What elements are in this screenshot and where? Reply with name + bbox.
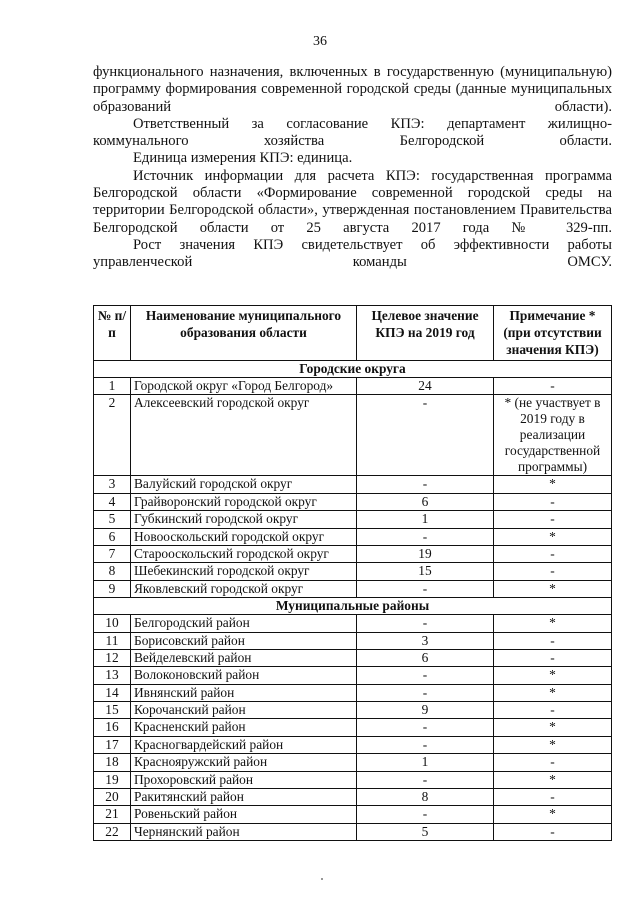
row-number: 4 bbox=[94, 493, 131, 510]
row-name: Красненский район bbox=[131, 719, 357, 736]
row-value: 6 bbox=[357, 649, 494, 666]
section-title-rayony: Муниципальные районы bbox=[94, 598, 612, 615]
row-note: - bbox=[494, 649, 612, 666]
row-value: - bbox=[357, 667, 494, 684]
row-note: - bbox=[494, 823, 612, 840]
table-row bbox=[94, 580, 612, 597]
header-num: № п/п bbox=[94, 306, 131, 361]
row-number: 3 bbox=[94, 476, 131, 493]
row-value: 3 bbox=[357, 632, 494, 649]
section-row-okruga bbox=[94, 361, 612, 378]
table-row bbox=[94, 649, 612, 666]
row-value: - bbox=[357, 476, 494, 493]
row-value: - bbox=[357, 395, 494, 476]
paragraph-growth: Рост значения КПЭ свидетельствует об эффективности работы управленческой команды ОМСУ. bbox=[93, 236, 612, 271]
table-row bbox=[94, 545, 612, 562]
table-row bbox=[94, 684, 612, 701]
row-name: Старооскольский городской округ bbox=[131, 545, 357, 562]
table-row bbox=[94, 789, 612, 806]
table-row bbox=[94, 615, 612, 632]
row-number: 17 bbox=[94, 736, 131, 753]
table-row bbox=[94, 736, 612, 753]
table-row bbox=[94, 476, 612, 493]
row-number: 2 bbox=[94, 395, 131, 476]
row-number: 9 bbox=[94, 580, 131, 597]
row-value: 19 bbox=[357, 545, 494, 562]
row-number: 16 bbox=[94, 719, 131, 736]
header-note: Примечание * (при отсутствии значения КПЭ) bbox=[494, 306, 612, 361]
paragraph-responsible: Ответственный за согласование КПЭ: департамент жилищно-коммунального хозяйства Белгородской области. bbox=[93, 115, 612, 150]
row-note: - bbox=[494, 754, 612, 771]
row-value: 5 bbox=[357, 823, 494, 840]
paragraph-continuation: функционального назначения, включенных в государственную (муниципальную) программу формирования современной городской среды (данные муниципальных образований области). bbox=[93, 64, 612, 115]
paragraph-source: Источник информации для расчета КПЭ: государственная программа Белгородской области «Формирование современной городской среды на территории Белгородской области», утвержденная постановлением Правительства Белгородской области от 25 августа 2017 года № 329-пп. bbox=[93, 167, 612, 236]
row-number: 22 bbox=[94, 823, 131, 840]
row-number: 1 bbox=[94, 378, 131, 395]
row-name: Ракитянский район bbox=[131, 789, 357, 806]
row-note: - bbox=[494, 789, 612, 806]
row-number: 14 bbox=[94, 684, 131, 701]
row-name: Алексеевский городской округ bbox=[131, 395, 357, 476]
page-number: 36 bbox=[313, 34, 327, 49]
row-note: * bbox=[494, 684, 612, 701]
row-number: 8 bbox=[94, 563, 131, 580]
row-number: 21 bbox=[94, 806, 131, 823]
row-name: Шебекинский городской округ bbox=[131, 563, 357, 580]
row-name: Городской округ «Город Белгород» bbox=[131, 378, 357, 395]
row-name: Валуйский городской округ bbox=[131, 476, 357, 493]
row-number: 5 bbox=[94, 511, 131, 528]
kpe-table bbox=[93, 305, 612, 841]
row-value: - bbox=[357, 736, 494, 753]
row-note: - bbox=[494, 378, 612, 395]
row-name: Грайворонский городской округ bbox=[131, 493, 357, 510]
row-value: - bbox=[357, 771, 494, 788]
row-note: - bbox=[494, 493, 612, 510]
table-row bbox=[94, 511, 612, 528]
row-value: 8 bbox=[357, 789, 494, 806]
row-note: * bbox=[494, 736, 612, 753]
table-row bbox=[94, 823, 612, 840]
row-value: - bbox=[357, 684, 494, 701]
section-row-rayony bbox=[94, 598, 612, 615]
row-number: 10 bbox=[94, 615, 131, 632]
row-value: 15 bbox=[357, 563, 494, 580]
row-number: 6 bbox=[94, 528, 131, 545]
row-note: * bbox=[494, 771, 612, 788]
table-header-row bbox=[94, 306, 612, 361]
table-row bbox=[94, 493, 612, 510]
row-note: * bbox=[494, 528, 612, 545]
row-name: Вейделевский район bbox=[131, 649, 357, 666]
row-note: * bbox=[494, 719, 612, 736]
row-name: Белгородский район bbox=[131, 615, 357, 632]
row-name: Краснояружский район bbox=[131, 754, 357, 771]
row-note: * bbox=[494, 667, 612, 684]
row-value: 24 bbox=[357, 378, 494, 395]
row-number: 7 bbox=[94, 545, 131, 562]
row-number: 15 bbox=[94, 702, 131, 719]
row-value: 1 bbox=[357, 754, 494, 771]
table-row bbox=[94, 378, 612, 395]
document-body bbox=[93, 64, 612, 272]
row-note: * bbox=[494, 476, 612, 493]
row-value: 9 bbox=[357, 702, 494, 719]
table-row bbox=[94, 771, 612, 788]
paragraph-unit: Единица измерения КПЭ: единица. bbox=[133, 150, 353, 167]
table-row bbox=[94, 702, 612, 719]
row-name: Красногвардейский район bbox=[131, 736, 357, 753]
row-note: * bbox=[494, 615, 612, 632]
row-name: Яковлевский городской округ bbox=[131, 580, 357, 597]
row-name: Чернянский район bbox=[131, 823, 357, 840]
row-number: 13 bbox=[94, 667, 131, 684]
row-note: - bbox=[494, 511, 612, 528]
scan-dot bbox=[321, 878, 323, 880]
row-note: - bbox=[494, 632, 612, 649]
row-value: - bbox=[357, 806, 494, 823]
row-number: 20 bbox=[94, 789, 131, 806]
row-value: 1 bbox=[357, 511, 494, 528]
table-row bbox=[94, 667, 612, 684]
row-value: - bbox=[357, 615, 494, 632]
row-number: 19 bbox=[94, 771, 131, 788]
table-row bbox=[94, 395, 612, 476]
table-row bbox=[94, 719, 612, 736]
row-note: * bbox=[494, 806, 612, 823]
row-number: 18 bbox=[94, 754, 131, 771]
row-name: Борисовский район bbox=[131, 632, 357, 649]
row-name: Корочанский район bbox=[131, 702, 357, 719]
row-note: - bbox=[494, 702, 612, 719]
row-name: Прохоровский район bbox=[131, 771, 357, 788]
row-name: Ровеньский район bbox=[131, 806, 357, 823]
row-value: 6 bbox=[357, 493, 494, 510]
row-name: Губкинский городской округ bbox=[131, 511, 357, 528]
header-value: Целевое значение КПЭ на 2019 год bbox=[357, 306, 494, 361]
table-row bbox=[94, 528, 612, 545]
row-number: 12 bbox=[94, 649, 131, 666]
row-note: * (не участвует в 2019 году в реализации государственной программы) bbox=[494, 395, 612, 476]
row-value: - bbox=[357, 580, 494, 597]
row-note: - bbox=[494, 545, 612, 562]
header-name: Наименование муниципального образования области bbox=[131, 306, 357, 361]
row-note: * bbox=[494, 580, 612, 597]
section-title-okruga: Городские округа bbox=[94, 361, 612, 378]
table-row bbox=[94, 632, 612, 649]
row-name: Новооскольский городской округ bbox=[131, 528, 357, 545]
table-row bbox=[94, 754, 612, 771]
row-note: - bbox=[494, 563, 612, 580]
table-row bbox=[94, 806, 612, 823]
row-number: 11 bbox=[94, 632, 131, 649]
row-value: - bbox=[357, 528, 494, 545]
row-name: Волоконовский район bbox=[131, 667, 357, 684]
row-name: Ивнянский район bbox=[131, 684, 357, 701]
row-value: - bbox=[357, 719, 494, 736]
table-row bbox=[94, 563, 612, 580]
